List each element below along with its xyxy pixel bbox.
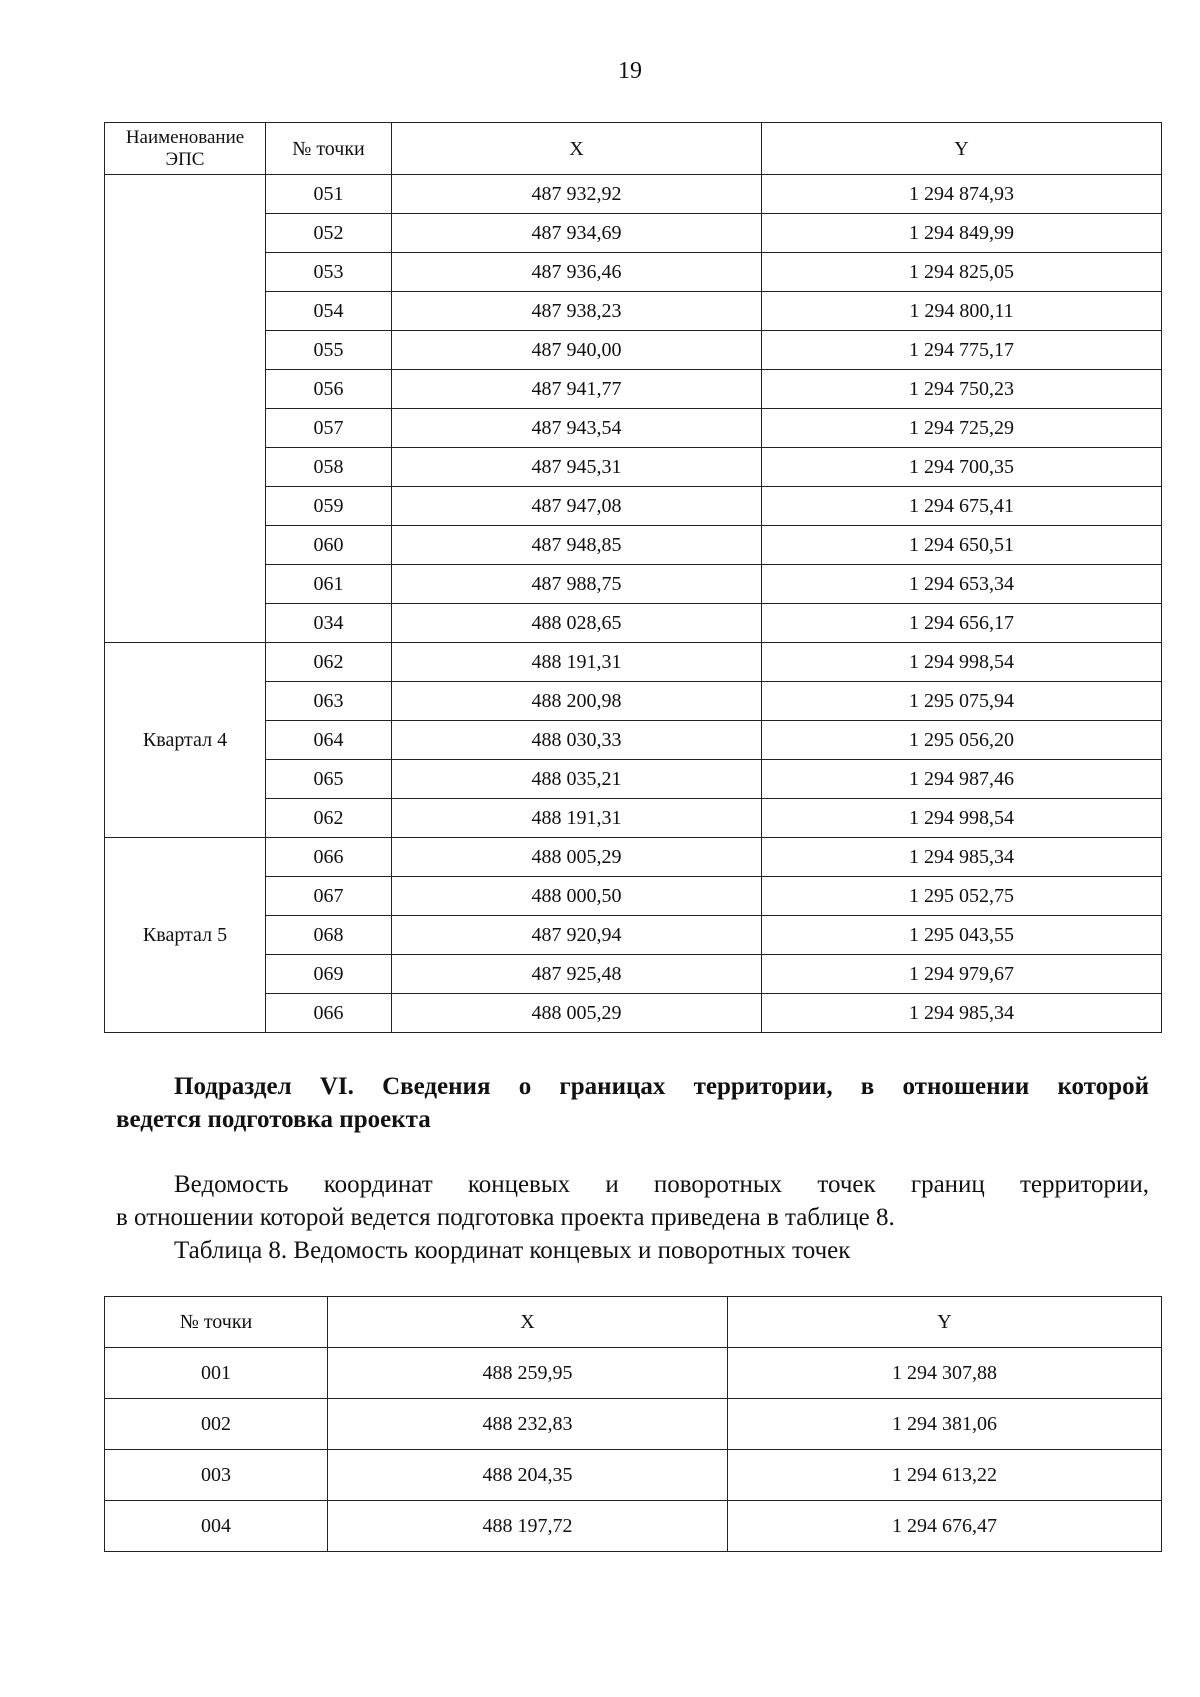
point-number-cell: 059	[266, 487, 392, 526]
table-body	[105, 1348, 1162, 1552]
table-row	[105, 175, 1162, 214]
y-coordinate-cell: 1 295 075,94	[762, 682, 1162, 721]
point-number-cell: 068	[266, 916, 392, 955]
y-coordinate-cell: 1 294 979,67	[762, 955, 1162, 994]
x-coordinate-cell: 488 005,29	[392, 838, 762, 877]
point-number-cell: 065	[266, 760, 392, 799]
y-coordinate-cell: 1 295 056,20	[762, 721, 1162, 760]
x-coordinate-cell: 487 947,08	[392, 487, 762, 526]
paragraph-line1: Ведомость координат концевых и поворотных точек границ территории,	[174, 1171, 1149, 1198]
point-number-cell: 034	[266, 604, 392, 643]
paragraph-line2: в отношении которой ведется подготовка проекта приведена в таблице 8.	[116, 1204, 895, 1231]
x-coordinate-cell: 487 988,75	[392, 565, 762, 604]
coordinates-table-8	[104, 1296, 1162, 1552]
header-y: Y	[728, 1297, 1162, 1348]
section-heading	[116, 1070, 1149, 1136]
x-coordinate-cell: 488 035,21	[392, 760, 762, 799]
table-row	[105, 1450, 1162, 1501]
header-point-number: № точки	[105, 1297, 328, 1348]
y-coordinate-cell: 1 294 825,05	[762, 253, 1162, 292]
y-coordinate-cell: 1 294 613,22	[728, 1450, 1162, 1501]
point-number-cell: 064	[266, 721, 392, 760]
x-coordinate-cell: 488 028,65	[392, 604, 762, 643]
point-number-cell: 058	[266, 448, 392, 487]
y-coordinate-cell: 1 294 750,23	[762, 370, 1162, 409]
x-coordinate-cell: 488 200,98	[392, 682, 762, 721]
y-coordinate-cell: 1 294 987,46	[762, 760, 1162, 799]
point-number-cell: 055	[266, 331, 392, 370]
y-coordinate-cell: 1 295 052,75	[762, 877, 1162, 916]
eps-name-cell	[105, 175, 266, 643]
section-heading-line2: ведется подготовка проекта	[116, 1106, 431, 1133]
x-coordinate-cell: 487 941,77	[392, 370, 762, 409]
point-number-cell: 051	[266, 175, 392, 214]
y-coordinate-cell: 1 294 656,17	[762, 604, 1162, 643]
table-row	[105, 643, 1162, 682]
table-header-row	[105, 1297, 1162, 1348]
y-coordinate-cell: 1 295 043,55	[762, 916, 1162, 955]
y-coordinate-cell: 1 294 998,54	[762, 799, 1162, 838]
point-number-cell: 060	[266, 526, 392, 565]
y-coordinate-cell: 1 294 381,06	[728, 1399, 1162, 1450]
y-coordinate-cell: 1 294 998,54	[762, 643, 1162, 682]
point-number-cell: 066	[266, 994, 392, 1033]
section-heading-line1: Подраздел VI. Сведения о границах территории, в отношении которой	[174, 1073, 1149, 1100]
header-point-number: № точки	[266, 123, 392, 175]
x-coordinate-cell: 487 943,54	[392, 409, 762, 448]
x-coordinate-cell: 488 204,35	[328, 1450, 728, 1501]
paragraph	[116, 1168, 1149, 1234]
y-coordinate-cell: 1 294 700,35	[762, 448, 1162, 487]
y-coordinate-cell: 1 294 675,41	[762, 487, 1162, 526]
y-coordinate-cell: 1 294 775,17	[762, 331, 1162, 370]
x-coordinate-cell: 488 259,95	[328, 1348, 728, 1399]
y-coordinate-cell: 1 294 653,34	[762, 565, 1162, 604]
table-row	[105, 1348, 1162, 1399]
x-coordinate-cell: 487 932,92	[392, 175, 762, 214]
point-number-cell: 063	[266, 682, 392, 721]
x-coordinate-cell: 488 191,31	[392, 643, 762, 682]
x-coordinate-cell: 488 005,29	[392, 994, 762, 1033]
point-number-cell: 066	[266, 838, 392, 877]
y-coordinate-cell: 1 294 849,99	[762, 214, 1162, 253]
point-number-cell: 067	[266, 877, 392, 916]
x-coordinate-cell: 487 920,94	[392, 916, 762, 955]
x-coordinate-cell: 487 925,48	[392, 955, 762, 994]
table-body	[105, 175, 1162, 1033]
y-coordinate-cell: 1 294 874,93	[762, 175, 1162, 214]
x-coordinate-cell: 487 938,23	[392, 292, 762, 331]
header-x: X	[392, 123, 762, 175]
coordinates-table-eps	[104, 122, 1162, 1033]
point-number-cell: 061	[266, 565, 392, 604]
header-eps-name: Наименование ЭПС	[105, 123, 266, 175]
x-coordinate-cell: 488 030,33	[392, 721, 762, 760]
header-x: X	[328, 1297, 728, 1348]
point-number-cell: 001	[105, 1348, 328, 1399]
point-number-cell: 054	[266, 292, 392, 331]
x-coordinate-cell: 488 232,83	[328, 1399, 728, 1450]
x-coordinate-cell: 488 000,50	[392, 877, 762, 916]
x-coordinate-cell: 487 945,31	[392, 448, 762, 487]
point-number-cell: 062	[266, 643, 392, 682]
y-coordinate-cell: 1 294 800,11	[762, 292, 1162, 331]
point-number-cell: 053	[266, 253, 392, 292]
x-coordinate-cell: 487 934,69	[392, 214, 762, 253]
y-coordinate-cell: 1 294 650,51	[762, 526, 1162, 565]
eps-name-cell: Квартал 5	[105, 838, 266, 1033]
y-coordinate-cell: 1 294 985,34	[762, 838, 1162, 877]
table-row	[105, 1399, 1162, 1450]
table-row	[105, 1501, 1162, 1552]
table-caption: Таблица 8. Ведомость координат концевых и поворотных точек	[174, 1237, 851, 1264]
point-number-cell: 004	[105, 1501, 328, 1552]
point-number-cell: 003	[105, 1450, 328, 1501]
y-coordinate-cell: 1 294 676,47	[728, 1501, 1162, 1552]
y-coordinate-cell: 1 294 307,88	[728, 1348, 1162, 1399]
point-number-cell: 069	[266, 955, 392, 994]
point-number-cell: 057	[266, 409, 392, 448]
x-coordinate-cell: 487 940,00	[392, 331, 762, 370]
x-coordinate-cell: 487 936,46	[392, 253, 762, 292]
table-row	[105, 838, 1162, 877]
point-number-cell: 052	[266, 214, 392, 253]
y-coordinate-cell: 1 294 985,34	[762, 994, 1162, 1033]
point-number-cell: 002	[105, 1399, 328, 1450]
header-y: Y	[762, 123, 1162, 175]
x-coordinate-cell: 488 197,72	[328, 1501, 728, 1552]
point-number-cell: 056	[266, 370, 392, 409]
y-coordinate-cell: 1 294 725,29	[762, 409, 1162, 448]
x-coordinate-cell: 488 191,31	[392, 799, 762, 838]
page-number: 19	[618, 58, 642, 84]
table-header-row	[105, 123, 1162, 175]
eps-name-cell: Квартал 4	[105, 643, 266, 838]
x-coordinate-cell: 487 948,85	[392, 526, 762, 565]
point-number-cell: 062	[266, 799, 392, 838]
